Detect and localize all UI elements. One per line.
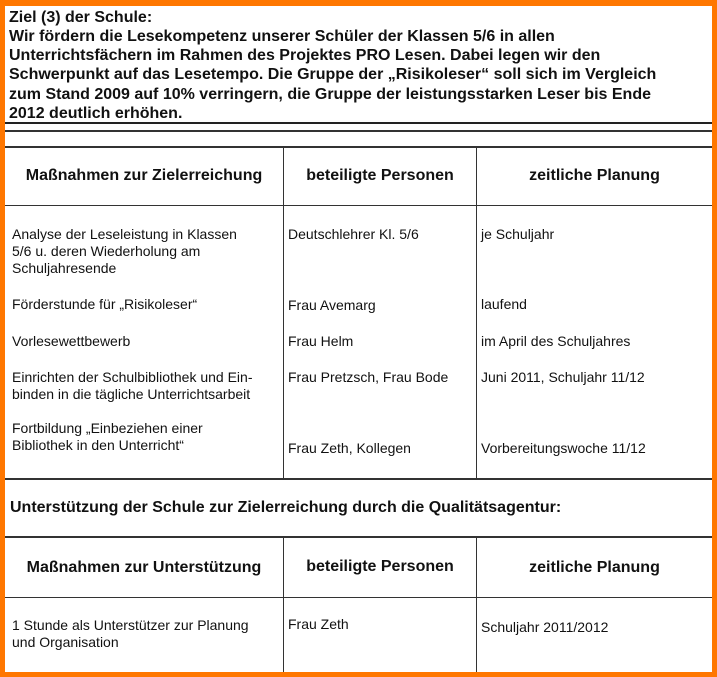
table-row-persons: Deutschlehrer Kl. 5/6 (288, 226, 419, 242)
table-row-persons: Frau Zeth, Kollegen (288, 440, 411, 456)
table-divider (5, 130, 712, 132)
table-row-measure: Fortbildung „Einbeziehen einer Bibliothek in den Unterricht“ (12, 420, 203, 453)
column-divider (476, 536, 477, 672)
column-header-persons: beteiligte Personen (306, 167, 454, 184)
goal-section (5, 6, 712, 124)
table-row-schedule: Vorbereitungswoche 11/12 (481, 440, 646, 456)
table-row-schedule: laufend (481, 296, 527, 312)
table-row-persons: Frau Avemarg (288, 297, 376, 313)
table-row-measure: Einrichten der Schulbibliothek und Ein- binden in die tägliche Unterrichtsarbeit (12, 369, 253, 402)
table-top-border (5, 536, 712, 538)
table-row-persons: Frau Pretzsch, Frau Bode (288, 369, 449, 385)
table-top-border (5, 146, 712, 148)
table-row-schedule: Juni 2011, Schuljahr 11/12 (481, 369, 645, 385)
goal-heading: Ziel (3) der Schule: (9, 9, 153, 26)
column-header-persons: beteiligte Personen (306, 558, 454, 575)
table-row-measure: 1 Stunde als Unterstützer zur Planung und Organisation (12, 617, 249, 650)
table-row-measure: Analyse der Leseleistung in Klassen 5/6 u. deren Wiederholung am Schuljahresende (12, 226, 237, 276)
column-header-measures: Maßnahmen zur Unterstützung (26, 559, 262, 576)
goal-line: Schwerpunkt auf das Lesetempo. Die Gruppe der „Risikoleser“ soll sich im Vergleich (9, 66, 657, 84)
column-divider (283, 146, 284, 479)
table-row-schedule: im April des Schuljahres (481, 333, 631, 349)
goal-line: zum Stand 2009 auf 10% verringern, die Gruppe der leistungsstarken Leser bis Ende (9, 85, 651, 103)
goal-line: Unterrichtsfächern im Rahmen des Projektes PRO Lesen. Dabei legen wir den (9, 47, 601, 65)
column-header-measures: Maßnahmen zur Zielerreichung (25, 167, 263, 184)
table-row-measure: Förderstunde für „Risikoleser“ (12, 296, 198, 312)
goal-line: 2012 deutlich erhöhen. (9, 104, 183, 122)
goal-text (9, 27, 709, 123)
table-row-schedule: Schuljahr 2011/2012 (481, 619, 609, 635)
table-row-measure: Vorlesewettbewerb (12, 333, 131, 349)
column-header-schedule: zeitliche Planung (529, 559, 660, 576)
header-bottom-border (5, 597, 712, 598)
table-row-schedule: je Schuljahr (481, 226, 555, 242)
header-bottom-border (5, 205, 712, 206)
table-bottom-border (5, 478, 712, 480)
column-header-schedule: zeitliche Planung (529, 167, 660, 184)
column-divider (476, 146, 477, 479)
table-row-persons: Frau Zeth (288, 616, 349, 632)
goal-line: Wir fördern die Lesekompetenz unserer Schüler der Klassen 5/6 in allen (9, 28, 555, 45)
table-row-persons: Frau Helm (288, 333, 354, 349)
document-page (5, 6, 712, 672)
support-section-title: Unterstützung der Schule zur Zielerreichung durch die Qualitätsagentur: (10, 499, 562, 516)
